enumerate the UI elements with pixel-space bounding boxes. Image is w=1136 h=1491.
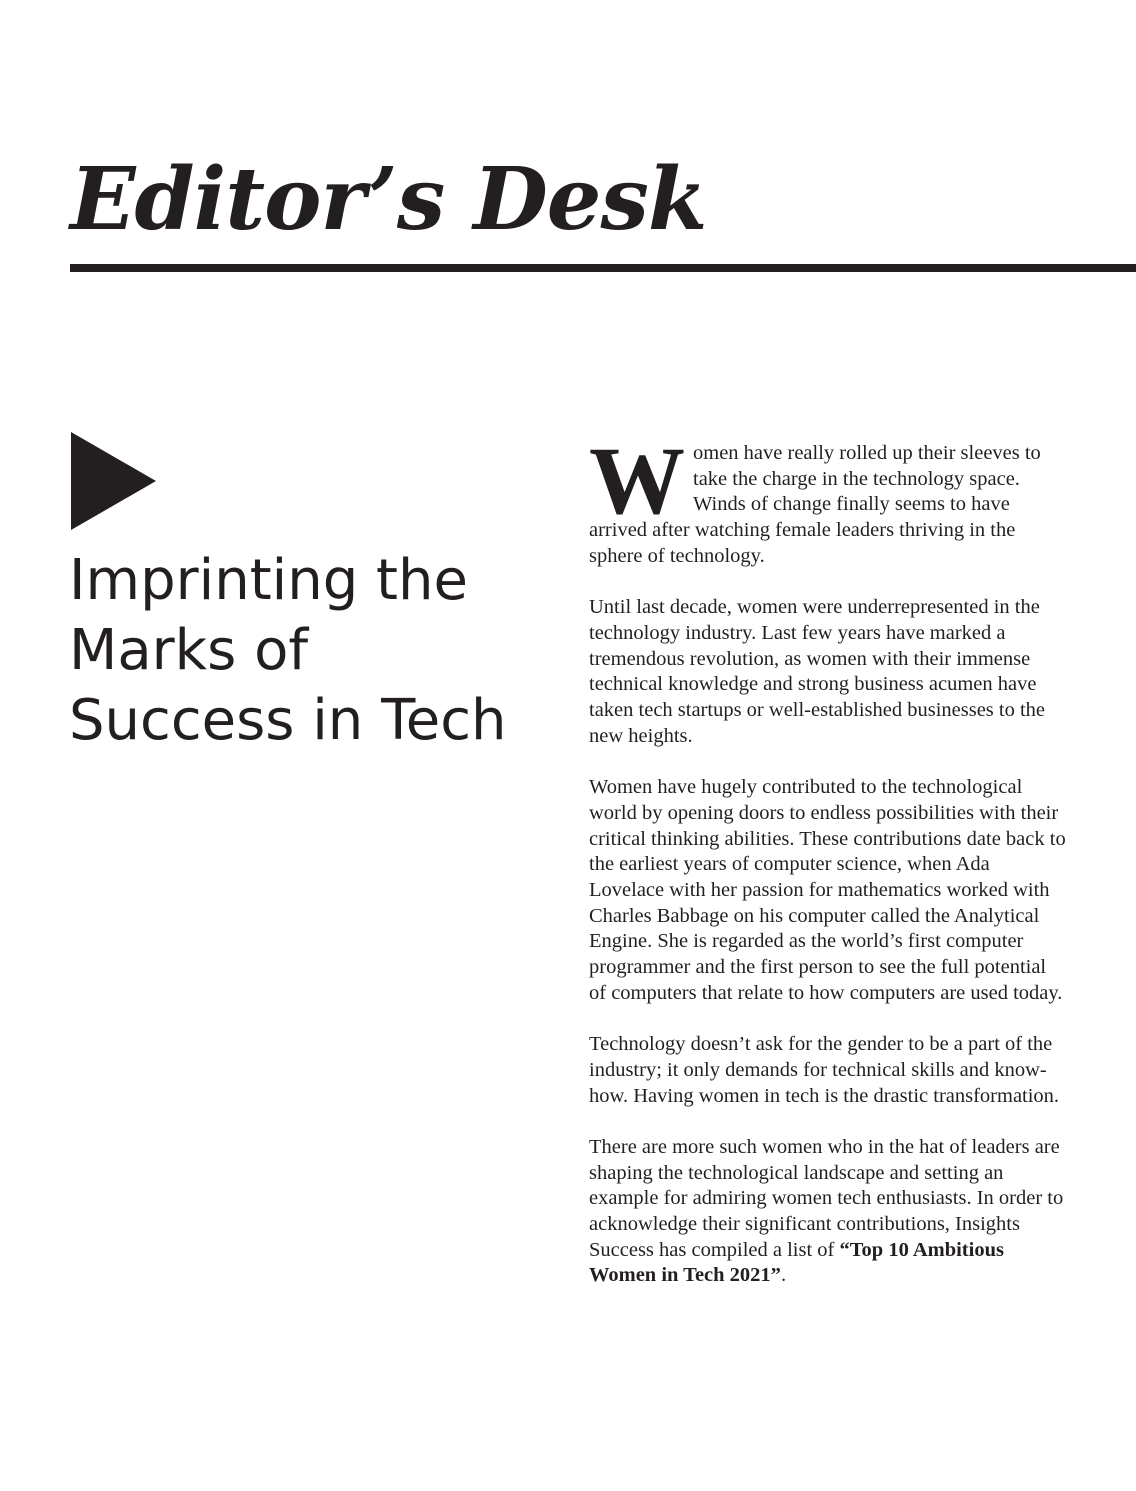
play-triangle-icon: [71, 432, 156, 530]
paragraph-1: [589, 427, 1067, 570]
article-body: [589, 427, 1067, 1315]
article-headline: [69, 546, 559, 756]
headline-line-1: Imprinting the: [69, 548, 468, 613]
paragraph-5-text: There are more such women who in the hat of leaders are shaping the technological landscape and setting an example for admiring women tech enthusiasts. In order to acknowledge their significant contributions, Insights Success has compiled a list of: [589, 1135, 1064, 1261]
paragraph-5-end: .: [780, 1264, 787, 1287]
page-title: Editor’s Desk: [70, 149, 707, 250]
headline-line-3: Success in Tech: [69, 688, 507, 753]
paragraph-5: [589, 1135, 1067, 1289]
paragraph-3: Women have hugely contributed to the technological world by opening doors to endless possibilities with their critical thinking abilities. These contributions date back to the earliest years of computer science, when Ada Lovelace with her passion for mathematics worked with Charles Babbage on his computer called the Analytical Engine. She is regarded as the world’s first computer programmer and the first person to see the full potential of computers that relate to how computers are used today.: [589, 776, 1066, 1004]
list-title-emphasis: “Top 10 Ambitious Women in Tech 2021”: [589, 1238, 1004, 1287]
headline-line-2: Marks of: [69, 618, 309, 683]
paragraph-2: Until last decade, women were underrepresented in the technology industry. Last few years have marked a tremendous revolution, as women with their immense technical knowledge and strong business acumen have taken tech startups or well-established businesses to the new heights.: [589, 596, 1046, 747]
title-divider: [70, 264, 1136, 272]
paragraph-1-text: omen have really rolled up their sleeves to take the charge in the technology space. Winds of change finally seems to have arrived after watching female leaders thriving in the sphere of technology.: [589, 442, 1041, 567]
drop-cap: W: [589, 427, 685, 534]
paragraph-4: Technology doesn’t ask for the gender to be a part of the industry; it only demands for technical skills and know-how. Having women in tech is the drastic transformation.: [589, 1033, 1060, 1107]
